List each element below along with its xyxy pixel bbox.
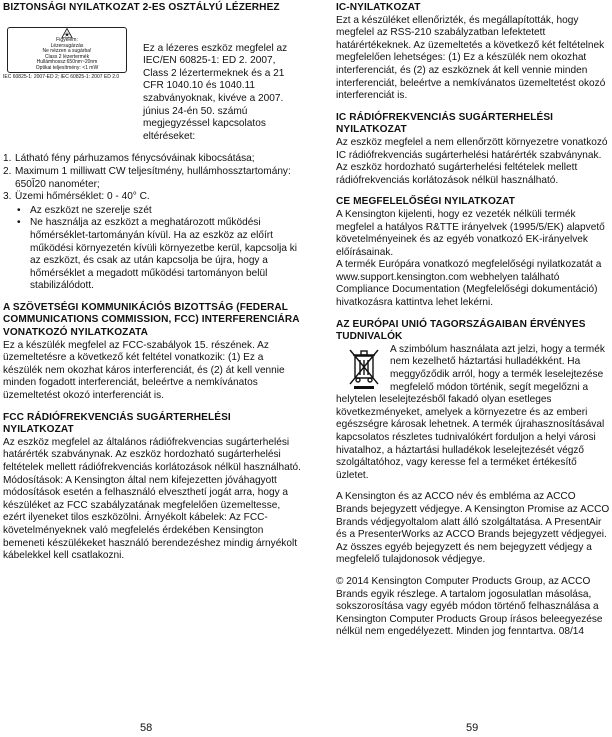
fcc-rf-heading: FCC RÁDIÓFREKVENCIÁS SUGÁRTERHELÉSI NYILATKOZAT	[3, 411, 231, 436]
eu-heading: AZ EURÓPAI UNIÓ TAGORSZÁGAIBAN ÉRVÉNYES TUDNIVALÓK	[336, 318, 586, 343]
list-number: 1.	[3, 153, 12, 165]
bullet-text: Ne használja az eszközt a meghatározott működési hőmérséklet-tartományán kívül. Ha az eszköz az előírt működési környezetén kívüli környezetbe kerül, kapcsolja ki az eszközt, és csak az után kapcsolja be újra, hogy a hőmérséklet a megadott működési tartományon belül stabilizálódott.	[30, 217, 298, 292]
laser-statement: Ez a lézeres eszköz megfelel az IEC/EN 60825-1: ED 2. 2007, Class 2 lézertermeknek és a 21 CFR 1040.10 és 1040.11 szabványoknak, kivéve a 2007. június 24-én 50. számú megjegyzéssel kapcsolatos eltéréseket:	[143, 42, 288, 142]
laser-warning-label	[7, 27, 127, 73]
page-number-right: 59	[466, 722, 479, 734]
laser-label-footer: IEC 60825-1: 2007-ED 2; IEC 60825-1: 2007 ED 2.0	[3, 73, 120, 80]
ic-text: Ezt a készüléket ellenőrizték, és megállapították, hogy megfelel az RSS-210 szabályzatban lefektetett határértékeknek. Az üzemeltetés a következő két feltételnek megfelelően lehetséges: (1) Ez a készülék nem okozhat interferenciát, és (2) az eszköznek át kell vennie minden interferenciát, beleértve a nemkívánatos üzemeltetést okozó interferenciát is.	[336, 14, 606, 102]
bullet-item	[15, 217, 303, 293]
ce-text-2: A termék Európára vonatkozó megfelelőségi nyilatkozatát a www.support.kensington.com webhelyen található Compliance Documentation (Megfelelőségi dokumentáció) hivatkozásra kattintva lehet lekérni.	[336, 259, 602, 309]
ic-heading: IC-NYILATKOZAT	[336, 2, 421, 13]
fcc-section	[3, 302, 303, 403]
crossed-bin-icon	[348, 346, 380, 390]
operating-bullets	[15, 205, 303, 293]
eu-body	[336, 344, 610, 483]
list-text: Üzemi hőmérséklet: 0 - 40° C.	[15, 191, 150, 203]
list-item	[3, 166, 303, 191]
ic-rf-heading: IC RÁDIÓFREKVENCIÁS SUGÁRTERHELÉSI NYILATKOZAT	[336, 111, 554, 136]
list-text: Látható fény párhuzamos fénycsóváinak kibocsátása;	[15, 153, 255, 165]
left-page	[3, 2, 303, 563]
bullet-icon: •	[17, 204, 21, 216]
bullet-item	[15, 205, 303, 218]
eu-section	[336, 319, 610, 483]
laser-label-area	[3, 15, 133, 144]
laser-safety-heading: BIZTONSÁGI NYILATKOZAT 2-ES OSZTÁLYÚ LÉZERHEZ	[3, 2, 280, 13]
list-text: Maximum 1 milliwatt CW teljesítmény, hullámhossztartomány: 650Ĭ20 nanométer;	[15, 165, 291, 190]
fcc-rf-section	[3, 412, 303, 563]
fcc-heading: A SZÖVETSÉGI KOMMUNIKÁCIÓS BIZOTTSÁG (FEDERAL COMMUNICATIONS COMMISSION, FCC) INTERFERENCIÁRA VONATKOZÓ NYILATKOZATA	[3, 301, 300, 339]
label-line: Class 2 lézertermék	[44, 53, 90, 60]
right-page	[336, 2, 610, 639]
ce-section	[336, 196, 610, 309]
bullet-icon: •	[17, 217, 21, 229]
list-item	[3, 191, 303, 204]
label-line: Figyelem:	[56, 37, 78, 44]
laser-section	[3, 15, 303, 144]
list-item	[3, 153, 303, 166]
label-line: Lézersugárzás	[50, 42, 84, 49]
fcc-rf-text: Az eszköz megfelel az általános rádiófrekvencias sugárterhelési határérték szabványnak. Az eszköz hordozható sugárterhelési feltételek mellett rádiófrekvenciás korlátozások nélkül használható. Módosítások: A Kensington által nem kifejezetten jóváhagyott módosítások esetén a felhasználó elveszthetí jogát arra, hogy a készüléket az FCC szabályzatának megfelelően üzemeltesse, ezért ilyeneket tilos eszközölni. Árnyékolt kábelek: Az FCC-követelményeknek való megfelelés érdekében Kensington bemeneti készülékeket használó berendezéshez mindig árnyékolt kábelekkel kell csatlakozni.	[3, 436, 301, 562]
ce-heading: CE MEGFELELŐSÉGI NYILATKOZAT	[336, 196, 516, 208]
bullet-text: Az eszközt ne szerelje szét	[30, 204, 152, 216]
list-number: 3.	[3, 191, 12, 203]
label-line: Ne nézzen a sugárba!	[42, 48, 92, 55]
list-number: 2.	[3, 165, 12, 177]
laser-spec-list	[3, 153, 303, 203]
fcc-text: Ez a készülék megfelel az FCC-szabályok 15. részének. Az üzemeltetésre a következő két feltétel vonatkozik: (1) Ez a készülék nem okozhat káros interferenciát, és (2) át kell vennie minden fogadott interferenciát, beleértve a nemkívánatos üzemeltetést okozó interferenciát is.	[3, 339, 285, 402]
label-line: Hullámhossz:650nm~20nm	[36, 59, 98, 66]
eu-text: A szimbólum használata azt jelzi, hogy a termék nem kezelhető háztartási hulladékként. Ha meggyőződik arról, hogy a termék leselejtezése megfelelő módon történik, segít megelőzni a helytelen leselejtezésből fakadó olyan esetleges következményeket, amelyek a környezetre és az emberi egészségre károsak lehetnek. A termék újrahasznosításával kapcsolatos részletes tudnivalókért forduljon a helyi városi hivatalhoz, a háztartási hulladékok leselejtezését végző szolgáltatóhoz, vagy keresse fel a terméket értékesítő üzletet.	[336, 343, 605, 481]
ic-rf-section	[336, 112, 610, 188]
label-line: Optikai teljesítmény: <1 mW	[35, 65, 99, 71]
ce-text-1: A Kensington kijelenti, hogy ez vezeték nélküli termék megfelel a hatályos R&TTE irányelvek (1995/5/EK) alapvető követelményeinek és az egyéb vonatkozó EK-irányelvek előírásainak.	[336, 208, 605, 258]
trademark-text: A Kensington és az ACCO név és embléma az ACCO Brands bejegyzett védjegye. A Kensington Promise az ACCO Brands védjegyoltalom alatt álló szolgáltatása. A PresentAir és a PresenterWorks az ACCO Brands bejegyzett védjegyei. Az összes egyéb bejegyzett és nem bejegyzett védjegy a megfelelő tulajdonosok védjegye.	[336, 491, 610, 566]
ic-rf-text: Az eszköz megfelel a nem ellenőrzött környezetre vonatkozó IC rádiófrekvenciás sugárterhelési határérték szabványnak. Az eszköz hordozható sugárterhelési feltételek mellett rádiófrekvenciás korlátozások nélkül használható.	[336, 136, 608, 186]
copyright-text: © 2014 Kensington Computer Products Group, az ACCO Brands egyik részlege. A tartalom jogosulatlan másolása, sokszorosítása vagy egyéb módon történő felhasználása a Kensington Computer Products Group írásos beleegyezése nélkül nem engedélyezett. Minden jog fenntartva. 08/14	[336, 575, 603, 638]
ic-section	[336, 2, 610, 103]
page-number-left: 58	[140, 722, 153, 734]
